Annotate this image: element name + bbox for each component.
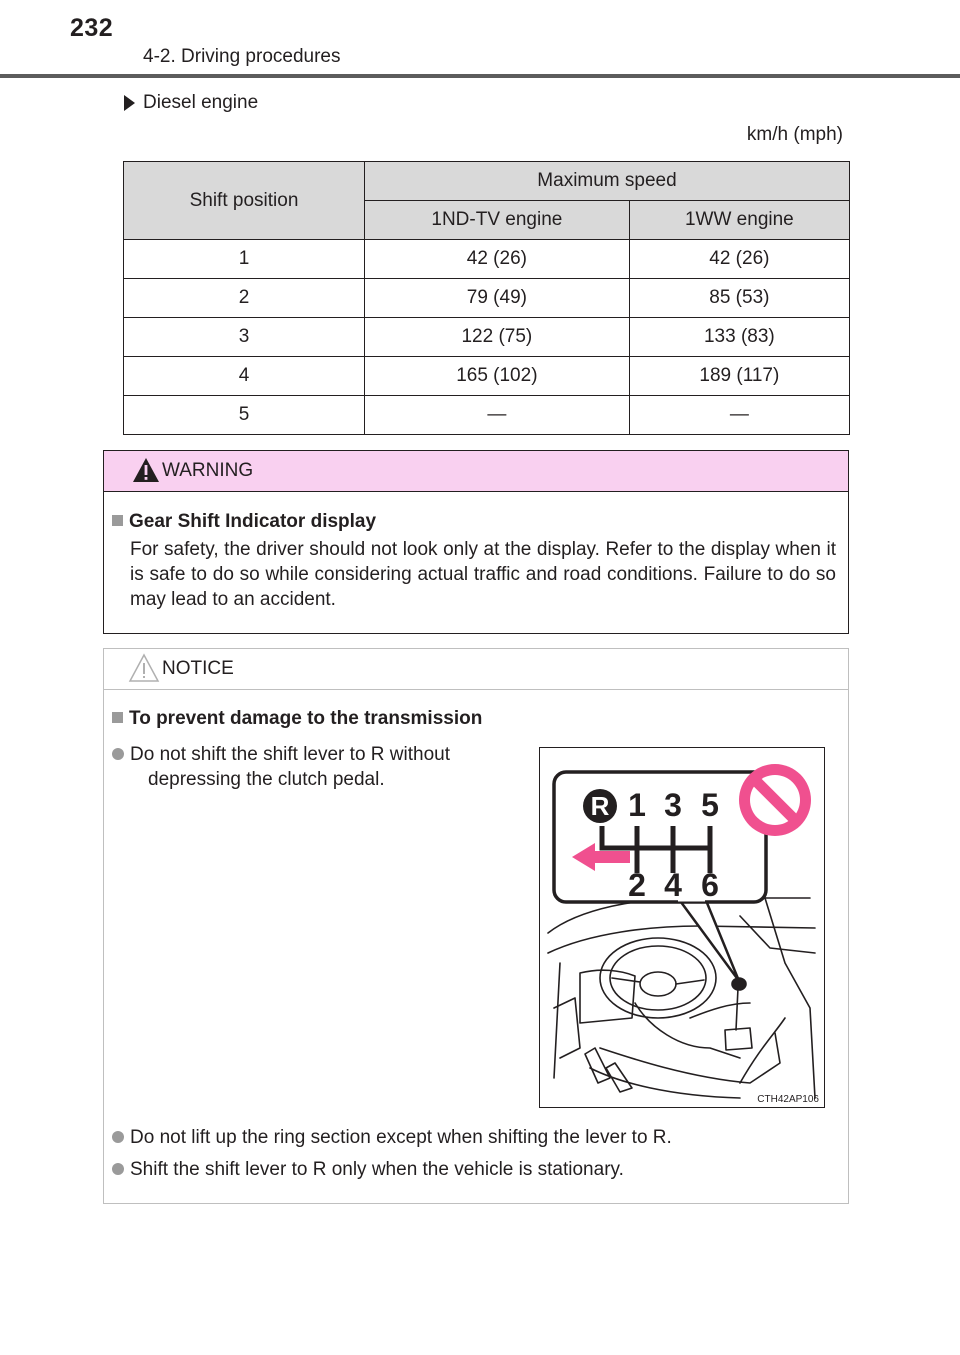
notice-bullet-1 [112,742,524,792]
cell-1ndtv: 122 (75) [365,318,630,357]
square-bullet-icon [112,515,123,526]
caution-triangle-icon [128,653,160,683]
notice-title: NOTICE [162,658,234,679]
illustration-svg [540,748,823,1106]
header-engine-1ww: 1WW engine [629,201,849,240]
section-title: 4-2. Driving procedures [143,46,341,67]
gear-1-label: 1 [628,787,646,823]
round-bullet-icon [112,748,124,760]
prohibition-icon [739,764,811,836]
table-row [124,318,850,357]
cell-1ww: 189 (117) [629,357,849,396]
cell-shift: 1 [124,240,365,279]
warning-subtitle-text: Gear Shift Indicator display [129,511,377,532]
notice-bullet-2 [112,1125,672,1150]
bullet-1-line-1: Do not shift the shift lever to R without [130,744,450,765]
header-engine-1ndtv: 1ND-TV engine [365,201,630,240]
gear-r-label: R [590,791,610,821]
cell-shift: 3 [124,318,365,357]
cell-1ndtv: 79 (49) [365,279,630,318]
warning-header [104,451,848,492]
cell-1ww: 42 (26) [629,240,849,279]
cell-1ndtv: 165 (102) [365,357,630,396]
gear-5-label: 5 [701,787,719,823]
subheading-text: Diesel engine [143,92,259,113]
notice-subtitle [112,708,482,730]
gear-3-label: 3 [664,787,682,823]
header-maximum-speed: Maximum speed [365,162,850,201]
notice-header [104,649,848,690]
gear-4-label: 4 [664,867,682,903]
cell-shift: 2 [124,279,365,318]
subheading [124,92,258,114]
cell-1ww: 133 (83) [629,318,849,357]
page-number: 232 [70,14,114,42]
bullet-3-text: Shift the shift lever to R only when the vehicle is stationary. [130,1159,624,1180]
cell-1ww: — [629,396,849,435]
header-shift-position: Shift position [124,162,365,240]
cell-1ww: 85 (53) [629,279,849,318]
cell-1ndtv: 42 (26) [365,240,630,279]
warning-box [103,450,849,634]
cell-1ndtv: — [365,396,630,435]
warning-body: For safety, the driver should not look only at the display. Refer to the display when it is safe to do so while considering actual traffic and road conditions. Failure to do so may lead to an accident. [130,539,836,610]
figure-code: CTH42AP106 [757,1094,819,1105]
max-speed-table [123,161,850,435]
shift-lever-illustration [539,747,825,1108]
table-row [124,396,850,435]
unit-label: km/h (mph) [746,124,843,145]
bullet-1-line-2: depressing the clutch pedal. [148,769,385,790]
header-rule [0,74,960,78]
table-row [124,279,850,318]
round-bullet-icon [112,1131,124,1143]
gear-6-label: 6 [701,867,719,903]
notice-bullet-3 [112,1157,624,1182]
cell-shift: 4 [124,357,365,396]
table-row [124,240,850,279]
notice-subtitle-text: To prevent damage to the transmission [129,708,483,729]
warning-subtitle [112,511,376,533]
round-bullet-icon [112,1163,124,1175]
square-bullet-icon [112,712,123,723]
warning-triangle-icon [132,457,160,483]
table-row [124,357,850,396]
triangle-bullet-icon [124,95,135,111]
gear-2-label: 2 [628,867,646,903]
bullet-2-text: Do not lift up the ring section except when shifting the lever to R. [130,1127,672,1148]
cell-shift: 5 [124,396,365,435]
warning-title: WARNING [162,460,254,481]
